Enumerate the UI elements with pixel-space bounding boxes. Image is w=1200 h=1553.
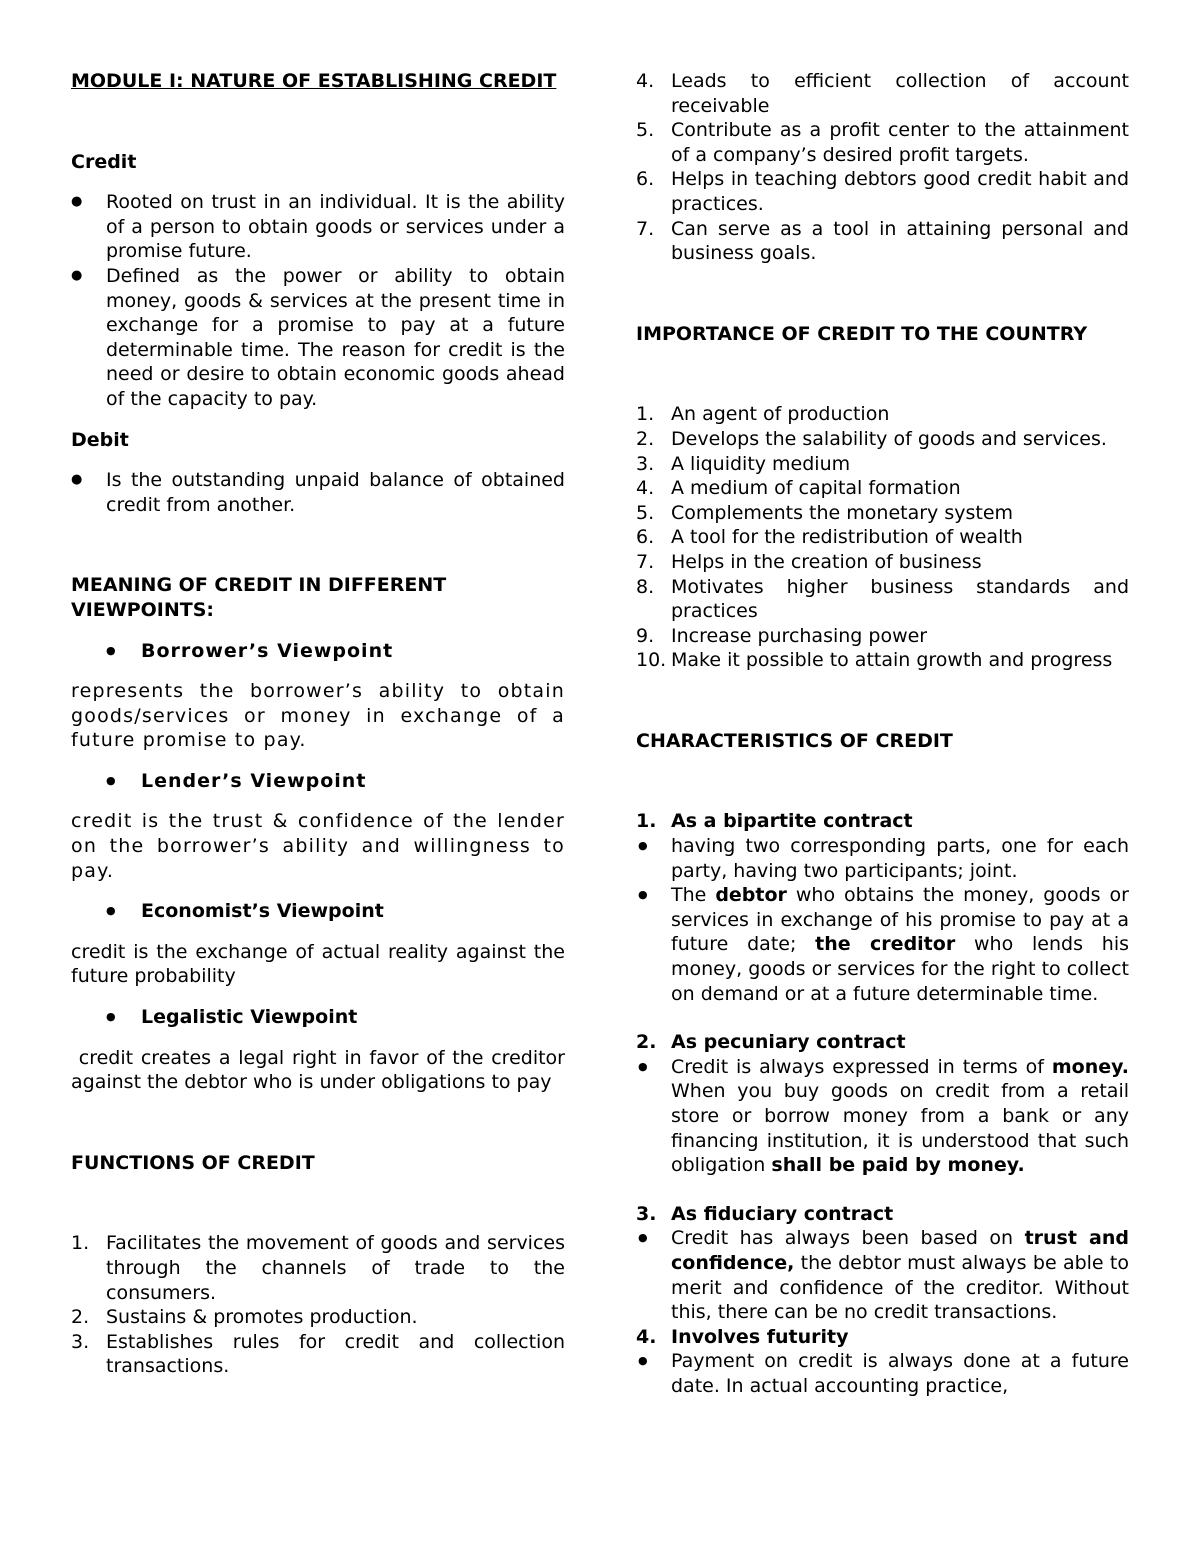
characteristics-heading: CHARACTERISTICS OF CREDIT <box>636 729 953 752</box>
credit-bullets <box>71 190 565 411</box>
viewpoint-text: credit is the trust & confidence of the lender on the borrower’s ability and willingness to pay. <box>71 810 565 882</box>
list-item: 5. Complements the monetary system <box>636 501 1014 524</box>
list-item: 6. Helps in teaching debtors good credit habit and practices. <box>636 168 1129 215</box>
list-item: 7. Helps in the creation of business <box>636 550 982 573</box>
right-column <box>636 69 1129 1399</box>
characteristic-title: 1. As a bipartite contract <box>636 810 913 833</box>
list-item: 1. Facilitates the movement of goods and services through the channels of trade to the consumers. <box>71 1232 565 1304</box>
list-item: 6. A tool for the redistribution of wealth <box>636 526 1023 549</box>
list-item: 5. Contribute as a profit center to the attainment of a company’s desired profit targets. <box>636 119 1129 166</box>
list-item: 4. A medium of capital formation <box>636 477 961 500</box>
list-item: ● having two corresponding parts, one for each party, having two participants; joint. <box>636 834 1129 883</box>
characteristic-bullets <box>636 1226 1129 1324</box>
viewpoint-title: ● Legalistic Viewpoint <box>71 1005 565 1030</box>
list-item: 10. Make it possible to attain growth and progress <box>636 649 1113 672</box>
meaning-heading: MEANING OF CREDIT IN DIFFERENT VIEWPOINTS: <box>71 574 447 621</box>
characteristic-title: 2. As pecuniary contract <box>636 1031 906 1054</box>
list-item: 1. An agent of production <box>636 403 890 426</box>
importance-heading: IMPORTANCE OF CREDIT TO THE COUNTRY <box>636 322 1088 345</box>
viewpoint-title: ● Economist’s Viewpoint <box>71 899 565 924</box>
characteristic-bullets <box>636 1055 1129 1178</box>
left-column <box>71 69 572 1379</box>
list-item: 7. Can serve as a tool in attaining personal and business goals. <box>636 217 1129 265</box>
list-item: 2. Sustains & promotes production. <box>71 1306 418 1329</box>
list-item: ● Rooted on trust in an individual. It is the ability of a person to obtain goods or services under a promise future. <box>71 190 565 264</box>
characteristic-title: 4. Involves futurity <box>636 1325 849 1348</box>
debit-bullets <box>71 468 565 517</box>
credit-heading: Credit <box>71 150 137 173</box>
list-item: ● The debtor who obtains the money, goods or services in exchange of his promise to pay at a future date; the creditor who lends his money, goods or services for the right to collect on demand or at a future determinable time. <box>636 883 1129 1006</box>
viewpoint-text: credit creates a legal right in favor of the creditor against the debtor who is under obligations to pay <box>71 1046 572 1094</box>
list-item: 4. Leads to efficient collection of account receivable <box>636 70 1129 117</box>
functions-list-continued <box>636 69 1129 266</box>
importance-list <box>636 402 1129 673</box>
characteristic-bullets <box>636 1349 1129 1398</box>
list-item: ● Is the outstanding unpaid balance of obtained credit from another. <box>71 468 565 517</box>
functions-heading: FUNCTIONS OF CREDIT <box>71 1151 315 1174</box>
list-item: 3. A liquidity medium <box>636 452 851 475</box>
viewpoint-text: credit is the exchange of actual reality against the future probability <box>71 940 565 988</box>
list-item: 3. Establishes rules for credit and collection transactions. <box>71 1330 565 1378</box>
page-title: MODULE I: NATURE OF ESTABLISHING CREDIT <box>71 70 557 92</box>
functions-list <box>71 1231 565 1379</box>
characteristic-title: 3. As fiduciary contract <box>636 1202 894 1225</box>
list-item: 8. Motivates higher business standards and practices <box>636 575 1129 623</box>
list-item: ● Credit has always been based on trust and confidence, the debtor must always be able to merit and confidence of the creditor. Without this, there can be no credit transactions. <box>636 1226 1129 1324</box>
viewpoint-title: ● Lender’s Viewpoint <box>71 769 565 794</box>
viewpoint-title: ● Borrower’s Viewpoint <box>71 639 565 664</box>
list-item: 9. Increase purchasing power <box>636 624 928 647</box>
list-item: ● Defined as the power or ability to obtain money, goods & services at the present time in exchange for a promise to pay at a future determinable time. The reason for credit is the need or desire to obtain economic goods ahead of the capacity to pay. <box>71 264 565 412</box>
list-item: ● Credit is always expressed in terms of money. When you buy goods on credit from a retail store or borrow money from a bank or any financing institution, it is understood that such obligation shall be paid by money. <box>636 1055 1129 1178</box>
debit-heading: Debit <box>71 428 129 451</box>
viewpoint-text: represents the borrower’s ability to obtain goods/services or money in exchange of a future promise to pay. <box>71 680 565 752</box>
list-item: ● Payment on credit is always done at a future date. In actual accounting practice, <box>636 1349 1129 1398</box>
list-item: 2. Develops the salability of goods and services. <box>636 427 1107 450</box>
characteristic-bullets <box>636 834 1129 1006</box>
